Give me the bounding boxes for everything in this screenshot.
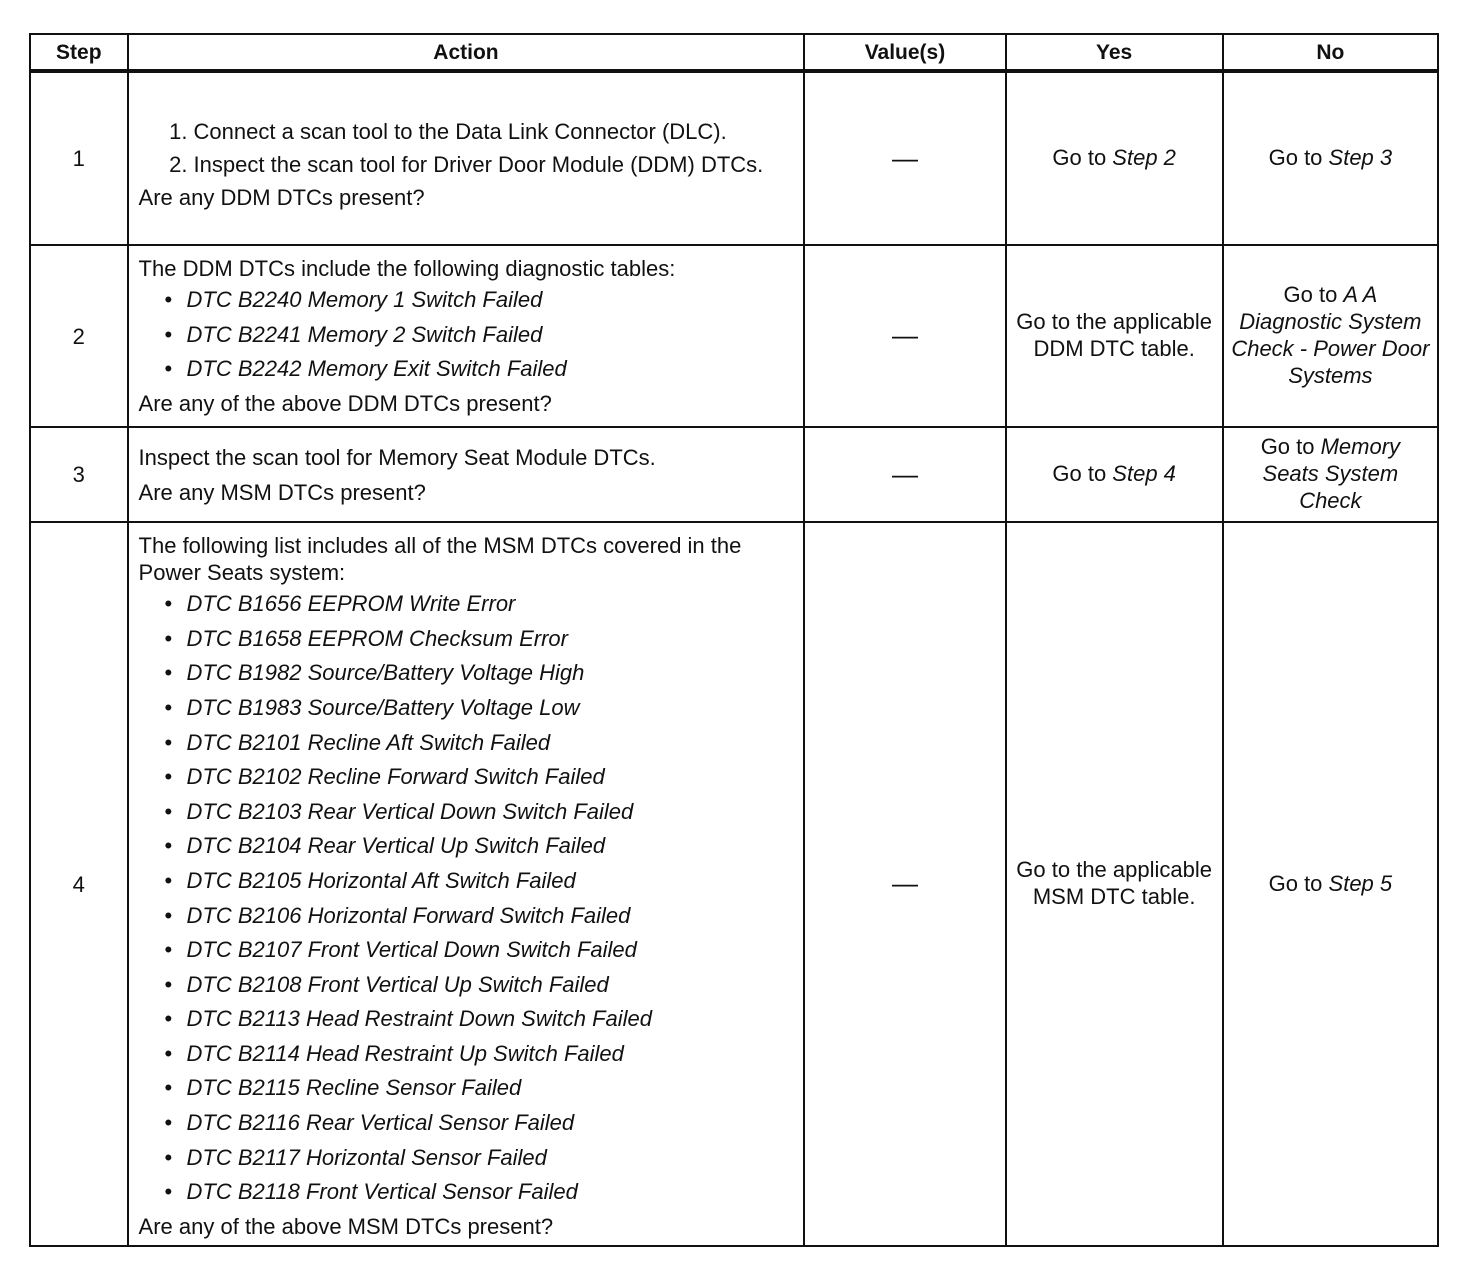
dtc-item[interactable]: • DTC B2240 Memory 1 Switch Failed: [165, 286, 794, 313]
dtc-item[interactable]: • DTC B2115 Recline Sensor Failed: [165, 1074, 794, 1101]
yes-prefix: Go to: [1052, 461, 1113, 486]
yes-cell: [1006, 427, 1223, 522]
no-prefix: Go to: [1260, 434, 1321, 459]
dtc-item[interactable]: • DTC B2241 Memory 2 Switch Failed: [165, 321, 794, 348]
dtc-item[interactable]: • DTC B2114 Head Restraint Up Switch Failed: [165, 1040, 794, 1067]
no-cell: [1223, 71, 1438, 245]
dtc-item[interactable]: • DTC B2108 Front Vertical Up Switch Failed: [165, 971, 794, 998]
question-text: Are any MSM DTCs present?: [138, 479, 426, 505]
yes-cell: Go to the applicable DDM DTC table.: [1006, 245, 1223, 427]
action-cell: [128, 522, 805, 1246]
instruction-list: [139, 118, 794, 178]
value-cell: [804, 522, 1005, 1246]
step-number: 4: [30, 522, 128, 1246]
no-prefix: Go to: [1268, 145, 1329, 170]
dtc-item[interactable]: • DTC B2102 Recline Forward Switch Failed: [165, 763, 794, 790]
instruction-item: 1. Connect a scan tool to the Data Link Connector (DLC).: [194, 118, 794, 145]
table-row-step-3: [30, 427, 1438, 522]
no-prefix: Go to: [1268, 870, 1329, 896]
action-cell: [128, 245, 805, 427]
header-no: No: [1223, 34, 1438, 71]
dtc-item[interactable]: • DTC B2103 Rear Vertical Down Switch Failed: [165, 798, 794, 825]
header-row: [30, 34, 1438, 71]
question-text: Are any of the above MSM DTCs present?: [138, 1213, 554, 1239]
dtc-item[interactable]: • DTC B2118 Front Vertical Sensor Failed: [165, 1178, 794, 1205]
instruction-item: 2. Inspect the scan tool for Driver Door Module (DDM) DTCs.: [194, 151, 794, 178]
table-row-step-2: [30, 245, 1438, 427]
dtc-item[interactable]: • DTC B2117 Horizontal Sensor Failed: [165, 1144, 794, 1171]
dtc-item[interactable]: • DTC B2104 Rear Vertical Up Switch Failed: [165, 832, 794, 859]
dtc-item[interactable]: • DTC B1982 Source/Battery Voltage High: [165, 659, 794, 686]
dtc-item[interactable]: • DTC B2101 Recline Aft Switch Failed: [165, 729, 794, 756]
lead-text: The DDM DTCs include the following diagnostic tables:: [138, 256, 676, 282]
no-step-link[interactable]: Step 3: [1328, 145, 1393, 170]
step-number: 2: [30, 245, 128, 427]
dtc-item[interactable]: • DTC B2242 Memory Exit Switch Failed: [165, 355, 794, 382]
dtc-item[interactable]: • DTC B2107 Front Vertical Down Switch Failed: [165, 936, 794, 963]
header-yes: Yes: [1006, 34, 1223, 71]
yes-prefix: Go to: [1052, 145, 1113, 170]
step-number: 1: [30, 71, 128, 245]
value-dash: —: [891, 320, 918, 350]
table-row-step-1: [30, 71, 1438, 245]
lead-text: Inspect the scan tool for Memory Seat Module DTCs.: [138, 444, 656, 470]
dtc-list: [139, 590, 794, 1205]
question-text: Are any of the above DDM DTCs present?: [138, 390, 552, 416]
lead-text: The following list includes all of the MSM DTCs covered in the Power Seats system:: [138, 533, 742, 586]
no-prefix: Go to: [1283, 282, 1344, 307]
value-cell: [804, 245, 1005, 427]
value-dash: —: [891, 868, 918, 898]
yes-cell: Go to the applicable MSM DTC table.: [1006, 522, 1223, 1246]
dtc-item[interactable]: • DTC B2113 Head Restraint Down Switch Failed: [165, 1005, 794, 1032]
yes-step-link[interactable]: Step 4: [1112, 461, 1176, 486]
no-system-check-link[interactable]: Memory Seats System Check: [1262, 434, 1401, 513]
action-cell: [128, 427, 805, 522]
header-values: Value(s): [804, 34, 1005, 71]
step-number: 3: [30, 427, 128, 522]
no-system-check-link[interactable]: A A Diagnostic System Check - Power Door Systems: [1231, 282, 1430, 388]
value-cell: [804, 427, 1005, 522]
value-cell: [804, 71, 1005, 245]
table-row-step-4: [30, 522, 1438, 1246]
yes-step-link[interactable]: Step 2: [1112, 145, 1176, 170]
value-dash: —: [891, 142, 918, 173]
dtc-item[interactable]: • DTC B1658 EEPROM Checksum Error: [165, 625, 794, 652]
dtc-item[interactable]: • DTC B1656 EEPROM Write Error: [165, 590, 794, 617]
dtc-item[interactable]: • DTC B2116 Rear Vertical Sensor Failed: [165, 1109, 794, 1136]
action-cell: [128, 71, 805, 245]
no-cell: [1223, 522, 1438, 1246]
dtc-item[interactable]: • DTC B2105 Horizontal Aft Switch Failed: [165, 867, 794, 894]
value-dash: —: [891, 458, 918, 489]
dtc-list: [139, 286, 794, 382]
no-cell: [1223, 245, 1438, 427]
header-action: Action: [128, 34, 805, 71]
yes-cell: [1006, 71, 1223, 245]
no-step-link[interactable]: Step 5: [1328, 870, 1393, 896]
dtc-item[interactable]: • DTC B1983 Source/Battery Voltage Low: [165, 694, 794, 721]
dtc-item[interactable]: • DTC B2106 Horizontal Forward Switch Failed: [165, 902, 794, 929]
header-step: Step: [30, 34, 128, 71]
no-cell: [1223, 427, 1438, 522]
diagnostic-table: [29, 33, 1439, 1247]
question-text: Are any DDM DTCs present?: [138, 185, 425, 210]
